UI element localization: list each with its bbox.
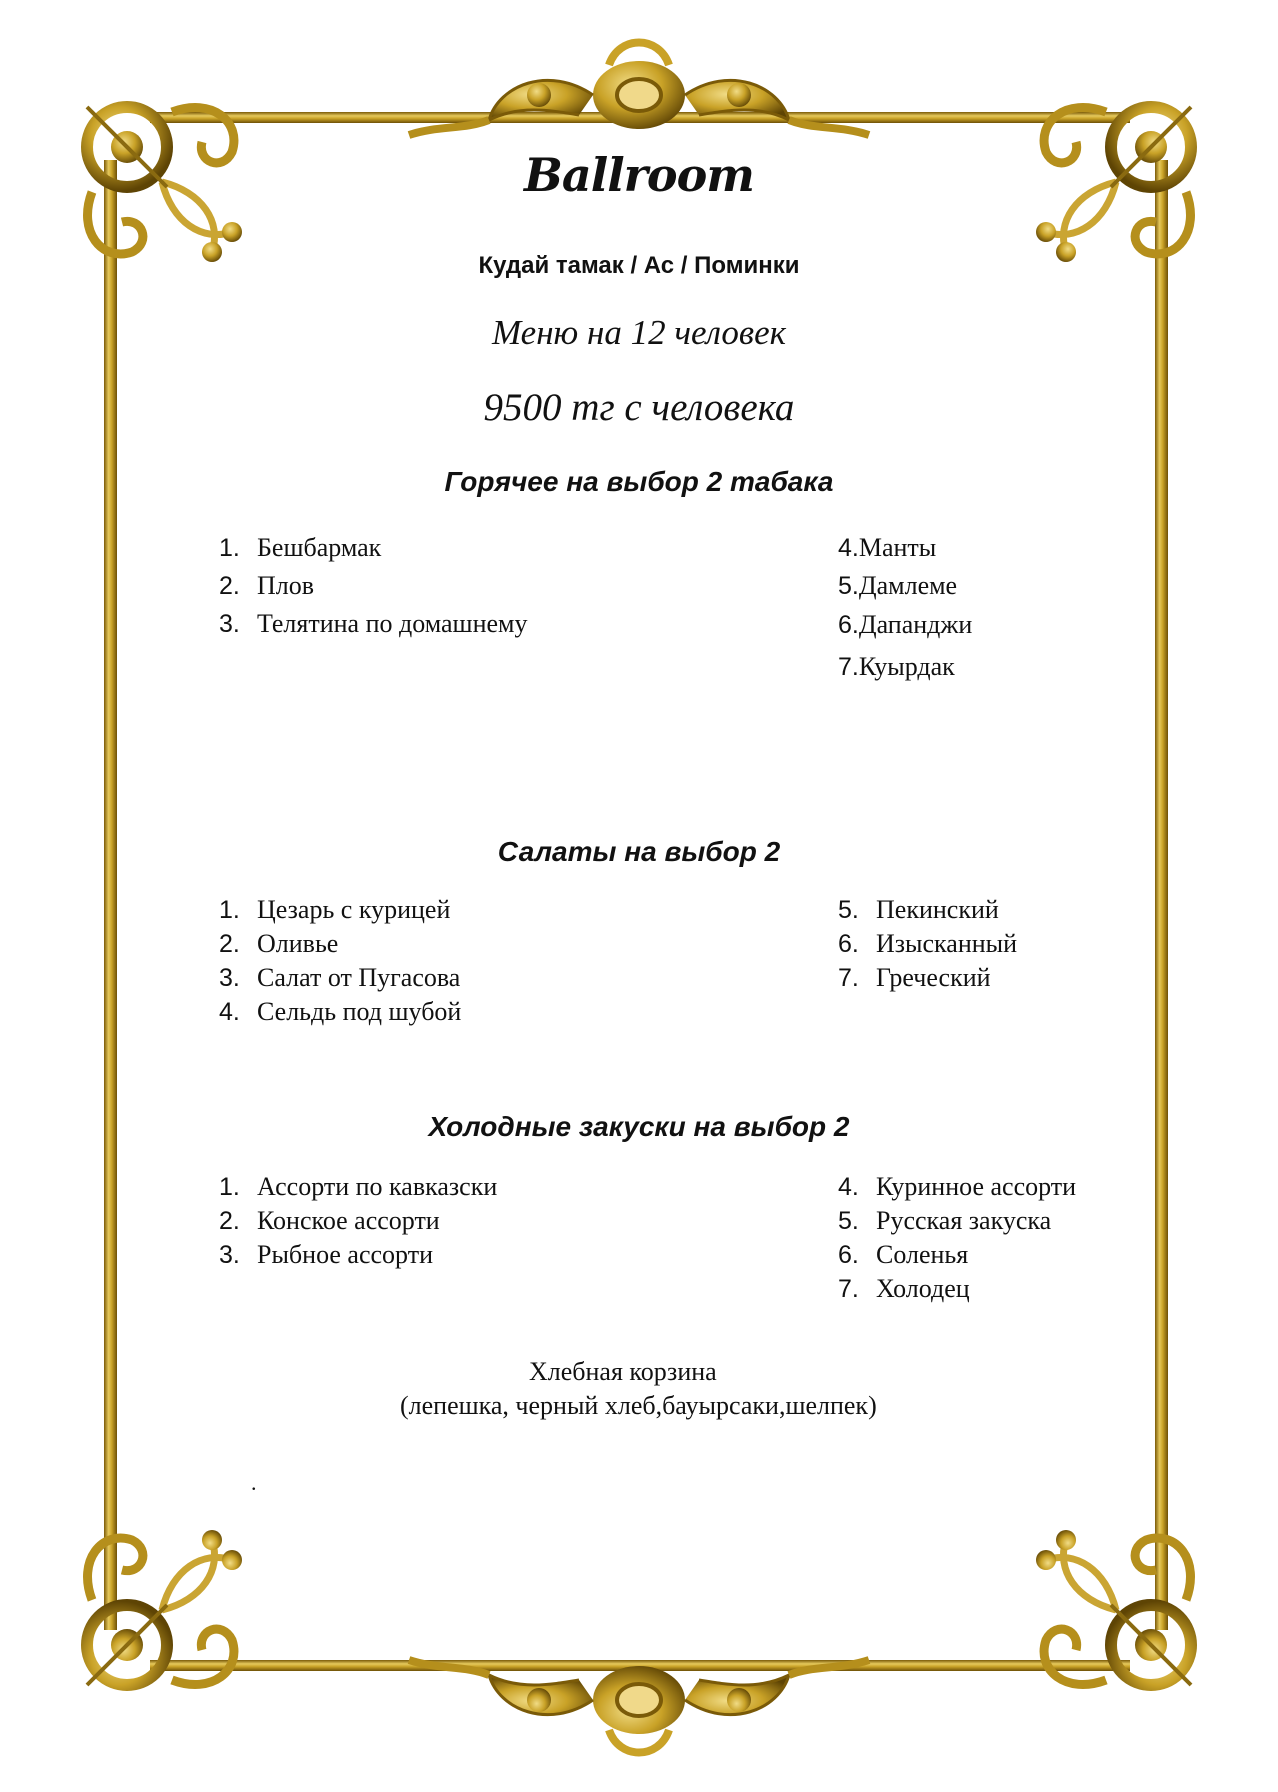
item-number: 1. [219,534,240,562]
item-text: Дамлеме [858,571,958,600]
item-number: 1. [219,1173,240,1201]
item-text: Дапанджи [858,610,973,639]
list-item [838,1274,970,1304]
item-number: 6. [838,611,859,639]
item-text: Рыбное ассорти [257,1240,433,1269]
menu-title: Ballroom [524,148,754,202]
bread-basket-title: Хлебная корзина [529,1357,717,1386]
item-text: Изысканный [876,929,1018,958]
bread-basket-detail: (лепешка, черный хлеб,бауырсаки,шелпек) [400,1391,877,1420]
item-text: Холодец [876,1274,970,1303]
item-text: Куырдак [858,652,955,681]
item-number: 1. [219,896,240,924]
list-item [219,533,381,563]
menu-subtitle: Кудай тамак / Ас / Поминки [478,252,800,279]
persons-line: Меню на 12 человек [492,313,786,352]
item-number: 5. [838,1207,859,1235]
item-number: 4. [219,998,240,1026]
item-number: 5. [838,896,859,924]
item-number: 4. [838,1173,859,1201]
item-number: 7. [838,1275,859,1303]
list-item [219,929,338,959]
list-item [838,895,999,925]
item-number: 2. [219,1207,240,1235]
item-number: 3. [219,964,240,992]
item-number: 5. [838,572,859,600]
list-item [219,1240,433,1270]
item-text: Бешбармак [257,533,382,562]
section-heading-cold: Холодные закуски на выбор 2 [428,1111,850,1142]
item-text: Ассорти по кавказски [257,1172,498,1201]
item-number: 6. [838,930,859,958]
item-text: Соленья [876,1240,969,1269]
item-text: Сельдь под шубой [257,997,462,1026]
section-heading-hot: Горячее на выбор 2 табака [444,466,834,497]
item-text: Телятина по домашнему [257,609,528,638]
item-number: 4. [838,534,859,562]
item-text: Оливье [257,929,339,958]
list-item [219,963,460,993]
list-item [838,533,936,563]
item-number: 7. [838,653,859,681]
item-text: Плов [257,571,315,600]
list-item [219,1172,497,1202]
list-item [838,1172,1076,1202]
item-text: Салат от Пугасова [257,963,461,992]
item-number: 2. [219,572,240,600]
list-item [219,1206,440,1236]
list-item [838,610,972,640]
list-item [219,895,450,925]
item-text: Манты [858,533,937,562]
list-item [219,997,461,1027]
item-number: 3. [219,1241,240,1269]
list-item [838,929,1017,959]
price-line: 9500 тг с человека [483,386,795,429]
item-text: Пекинский [876,895,999,924]
list-item [838,571,957,601]
item-text: Греческий [876,963,991,992]
list-item [219,571,314,601]
list-item [838,963,991,993]
list-item [838,1240,968,1270]
stray-dot: . [251,1470,257,1495]
list-item [219,609,528,639]
item-number: 6. [838,1241,859,1269]
item-text: Куринное ассорти [876,1172,1077,1201]
item-text: Цезарь с курицей [257,895,451,924]
item-number: 2. [219,930,240,958]
item-text: Конское ассорти [257,1206,440,1235]
section-heading-salads: Салаты на выбор 2 [497,836,781,867]
list-item [838,652,955,682]
item-text: Русская закуска [876,1206,1052,1235]
item-number: 3. [219,610,240,638]
list-item [838,1206,1051,1236]
item-number: 7. [838,964,859,992]
